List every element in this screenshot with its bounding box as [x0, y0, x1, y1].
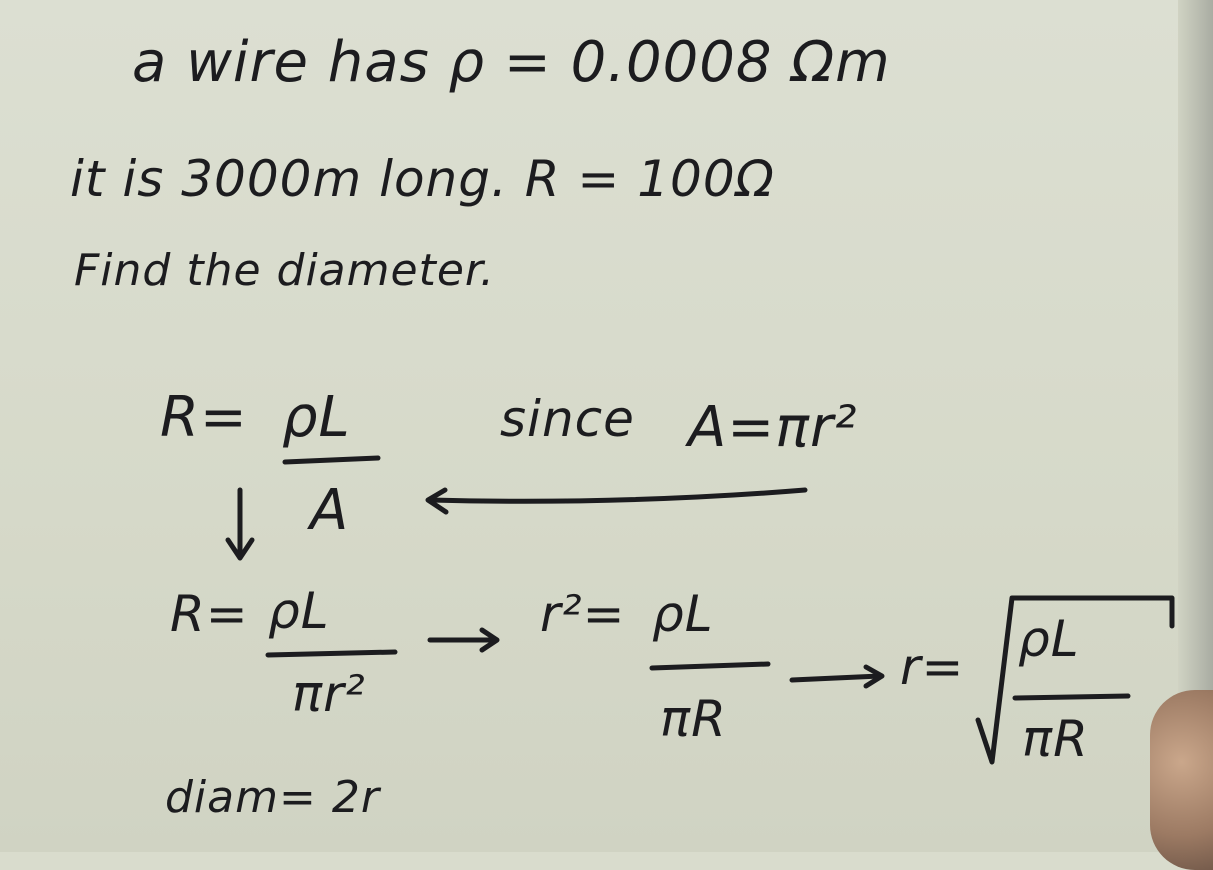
eq1-fraction-bar [285, 458, 378, 462]
eq3-numerator: ρL [652, 585, 714, 643]
eq2-numerator: ρL [268, 582, 330, 640]
eq1-numerator: ρL [282, 385, 351, 450]
diameter-formula: diam= 2r [165, 772, 380, 823]
eq2-denominator: πr² [292, 665, 366, 723]
eq4-numerator: ρL [1018, 610, 1080, 668]
eq3-lhs: r²= [540, 585, 626, 643]
eq2-lhs: R= [170, 585, 249, 643]
problem-line-1: a wire has ρ = 0.0008 Ωm [132, 30, 891, 95]
eq3-fraction-bar [652, 664, 768, 668]
problem-line-3: Find the diameter. [74, 245, 495, 296]
since-label: since [500, 390, 635, 448]
eq4-lhs: r= [900, 638, 965, 696]
eq2-fraction-bar [268, 652, 395, 655]
eq4-fraction-bar [1015, 696, 1128, 698]
eq4-denominator: πR [1022, 710, 1089, 768]
substitution-arrow [430, 490, 805, 501]
presenter-hand [1150, 690, 1213, 870]
area-formula: A=πr² [688, 395, 858, 460]
arrow-2 [792, 676, 880, 680]
eq1-denominator: A [310, 478, 350, 543]
eq3-denominator: πR [660, 690, 727, 748]
eq1-lhs: R= [160, 385, 248, 450]
problem-line-2: it is 3000m long. R = 100Ω [70, 150, 775, 208]
square-root-sign [978, 598, 1172, 762]
